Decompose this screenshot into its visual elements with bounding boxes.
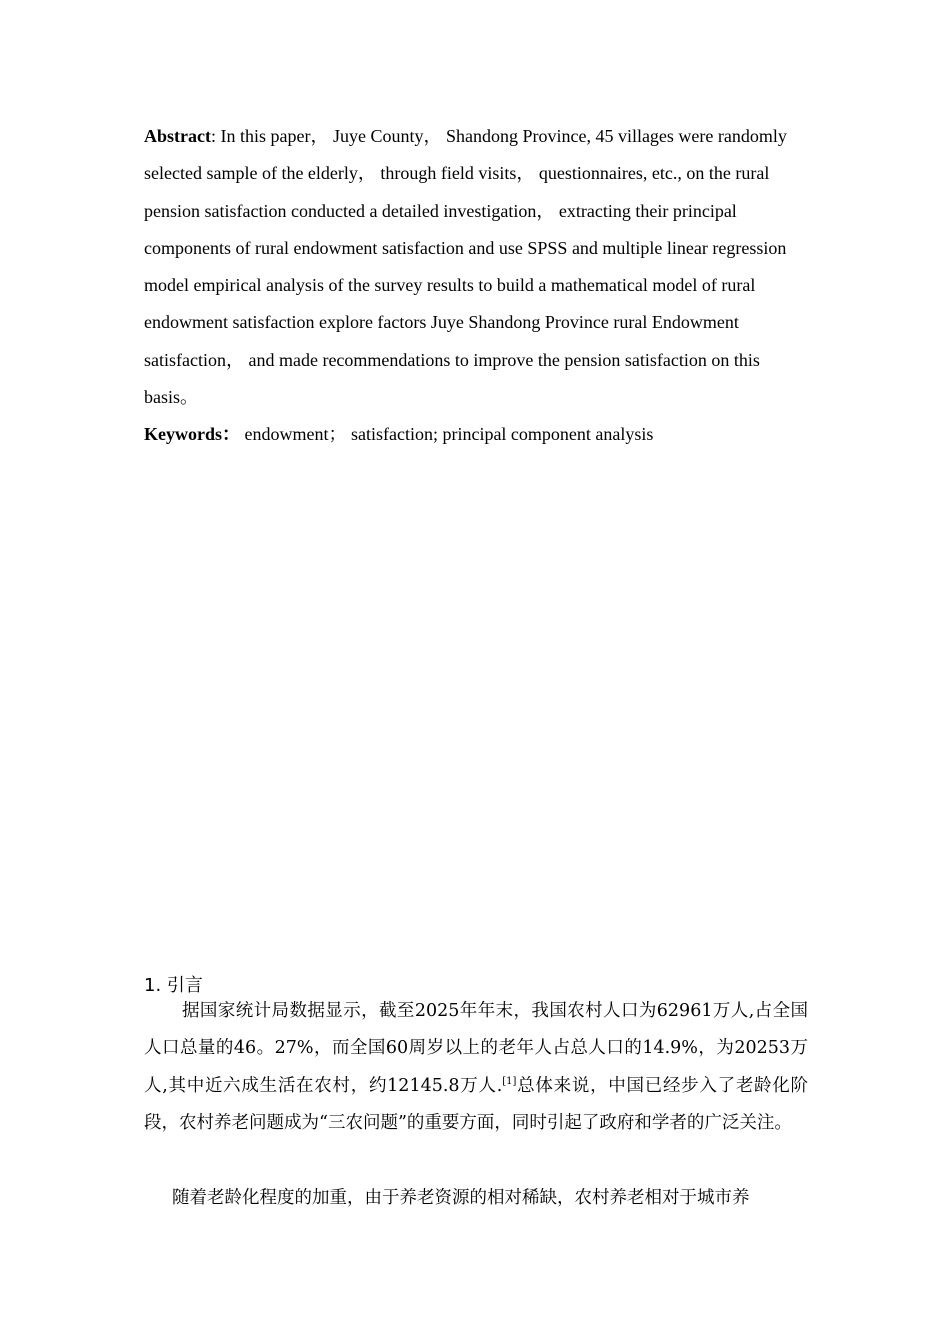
keywords-text: endowment； satisfaction; principal component analysis [240,424,654,444]
abstract-label: Abstract [144,126,211,146]
intro-paragraph-1-text-cont: 总体来说，中国已经步入了老龄化阶段，农村养老问题成为“三农问题”的重要方面，同时引起了政府和学者的广泛关注。 [144,1075,809,1133]
intro-paragraph-1 [144,993,808,1142]
abstract-paragraph [144,118,808,416]
section-heading: 1. 引言 [144,975,203,996]
abstract-section [144,118,808,416]
intro-paragraph-2: 随着老龄化程度的加重，由于养老资源的相对稀缺，农村养老相对于城市养 [172,1188,750,1208]
intro-paragraph-1-text: 据国家统计局数据显示，截至2025年年末，我国农村人口为62961万人,占全国人口总量的46。27%，而全国60周岁以上的老年人占总人口的14.9%，为20253万人,其中近六成生活在农村，约12145.8万人. [144,1001,808,1096]
abstract-text: : In this paper， Juye County， Shandong Province, 45 villages were randomly selected sample of the elderly， through field visits， questionnaires, etc., on the rural pension satisfaction conducted a detailed investigation， extracting their principal components of rural endowment satisfaction and use SPSS and multiple linear regression model empirical analysis of the survey results to build a mathematical model of rural endowment satisfaction explore factors Juye Shandong Province rural Endowment satisfaction， and made recommendations to improve the pension satisfaction on this basis。 [144,126,787,408]
keywords-section [144,416,808,452]
citation-marker: [1] [502,1075,517,1087]
keywords-label: Keywords： [144,424,240,444]
